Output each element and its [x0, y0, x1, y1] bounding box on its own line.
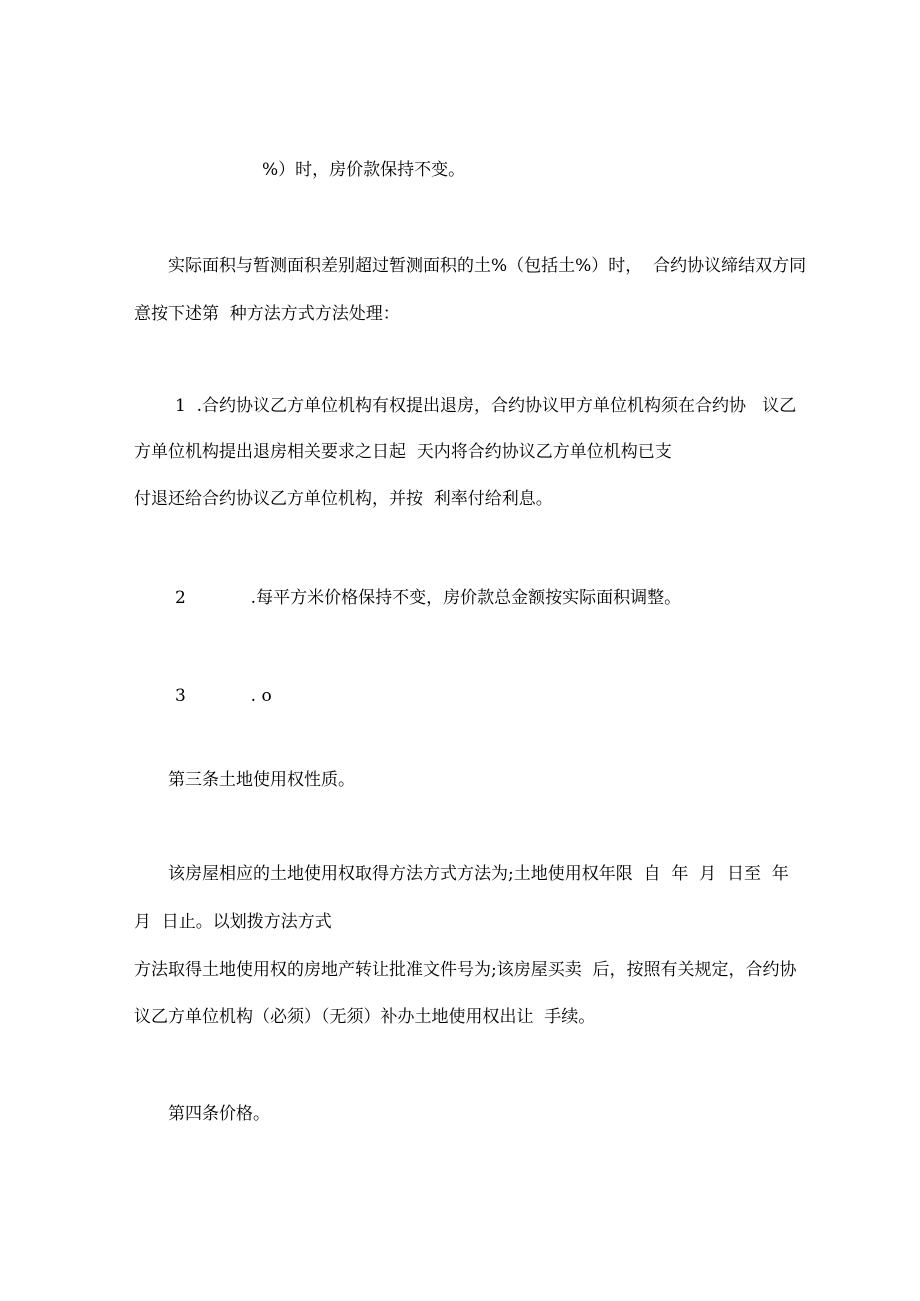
text-line: %）时，房价款保持不变。: [262, 160, 466, 180]
numbered-item: 2 .每平方米价格保持不变，房价款总金额按实际面积调整。: [175, 588, 682, 608]
section-heading: 第三条土地使用权性质。: [168, 770, 355, 790]
numbered-item: 3 . o: [175, 686, 272, 706]
text-line: 该房屋相应的土地使用权取得方法方式方法为;土地使用权年限 自 年 月 日至 年: [168, 864, 789, 884]
text-line: 付退还给合约协议乙方单位机构，并按 利率付给利息。: [134, 489, 553, 509]
section-heading: 第四条价格。: [168, 1104, 270, 1124]
text-line: 月 日止。以划拨方法方式: [134, 912, 332, 932]
text-line: 方单位机构提出退房相关要求之日起 天内将合约协议乙方单位机构已支: [134, 442, 672, 462]
numbered-item: 1 .合约协议乙方单位机构有权提出退房，合约协议甲方单位机构须在合约协 议乙: [175, 396, 797, 416]
text-line: 方法取得土地使用权的房地产转让批准文件号为;该房屋买卖 后，按照有关规定，合约协: [134, 960, 797, 980]
text-line: 议乙方单位机构（必须）（无须）补办土地使用权出让 手续。: [134, 1007, 596, 1027]
text-line: 意按下述第 种方法方式方法处理：: [134, 304, 400, 324]
text-line: 实际面积与暂测面积差别超过暂测面积的土%（包括土%）时， 合约协议缔结双方同: [168, 256, 807, 276]
